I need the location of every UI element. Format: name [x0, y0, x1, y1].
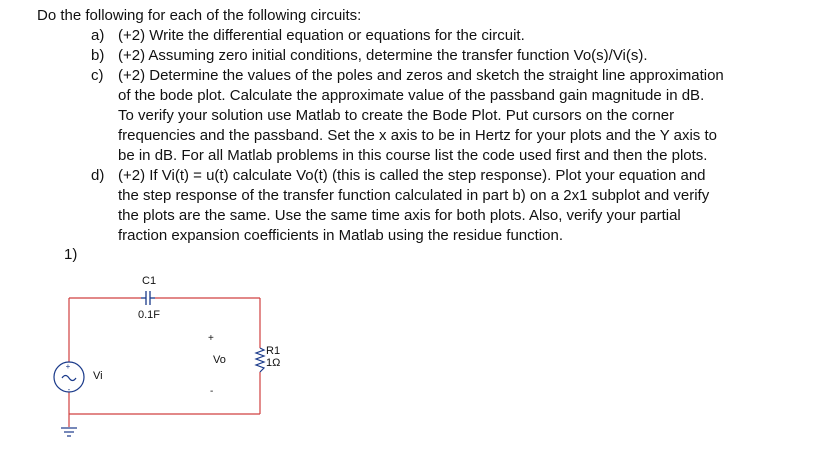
source-plus-sign: + [65, 362, 71, 371]
output-label: Vo [213, 354, 226, 366]
item-c-line-1: (+2) Determine the values of the poles and zeros and sketch the straight line approximation [118, 67, 724, 84]
item-d-line-4: fraction expansion coefficients in Matlab using the residue function. [118, 227, 563, 244]
capacitor-name: C1 [142, 275, 157, 287]
resistor-value: 1Ω [266, 357, 281, 369]
source-label: Vi [93, 370, 103, 382]
item-b-marker: b) [91, 47, 105, 64]
item-a-line-1: (+2) Write the differential equation or equations for the circuit. [118, 27, 525, 44]
item-c-line-5: be in dB. For all Matlab problems in this course list the code used first and then the plots. [118, 147, 708, 164]
instructions-title: Do the following for each of the following circuits: [37, 7, 362, 24]
ground-icon [61, 428, 77, 436]
capacitor-value: 0.1F [138, 309, 161, 321]
source-minus-sign: - [67, 385, 71, 394]
resistor-name: R1 [266, 345, 281, 357]
item-c-line-2: of the bode plot. Calculate the approximate value of the passband gain magnitude in dB. [118, 87, 705, 104]
item-d-line-1: (+2) If Vi(t) = u(t) calculate Vo(t) (this is called the step response). Plot your equation and [118, 167, 706, 184]
item-a-marker: a) [91, 27, 105, 44]
item-c-line-4: frequencies and the passband. Set the x axis to be in Hertz for your plots and the Y axis to [118, 127, 717, 144]
capacitor-symbol [141, 291, 155, 305]
circuit-wires [69, 298, 260, 427]
item-d-marker: d) [91, 167, 105, 184]
resistor-symbol [256, 348, 264, 372]
problem-number: 1) [64, 246, 78, 263]
output-plus: + [208, 333, 214, 344]
item-d-line-3: the plots are the same. Use the same time axis for both plots. Also, verify your partial [118, 207, 681, 224]
item-b-line-1: (+2) Assuming zero initial conditions, determine the transfer function Vo(s)/Vi(s). [118, 47, 648, 64]
item-c-line-3: To verify your solution use Matlab to create the Bode Plot. Put cursors on the corner [118, 107, 675, 124]
item-c-marker: c) [91, 67, 104, 84]
output-minus: - [210, 386, 214, 397]
item-d-line-2: the step response of the transfer function calculated in part b) on a 2x1 subplot and verify [118, 187, 710, 204]
